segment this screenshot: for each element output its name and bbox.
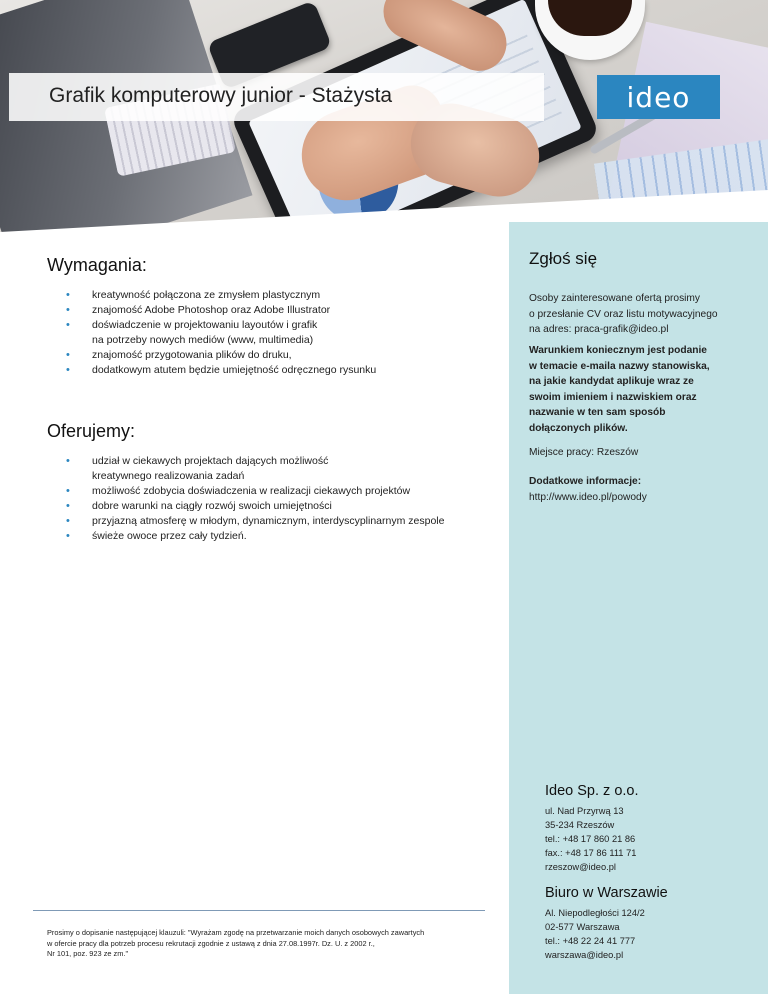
clause-line: Nr 101, poz. 923 ze zm."	[47, 949, 129, 958]
list-item-text: kreatywnego realizowania zadań	[92, 470, 245, 482]
address-line: Al. Niepodległości 124/2	[545, 908, 645, 918]
offer-list	[66, 454, 444, 544]
apply-note-line: swoim imieniem i nazwiskiem oraz	[529, 391, 697, 403]
address-line: tel.: +48 17 860 21 86	[545, 834, 636, 844]
consent-clause	[47, 928, 487, 960]
list-item	[66, 318, 376, 348]
list-item-text: udział w ciekawych projektach dających możliwość	[92, 455, 329, 467]
address-line: rzeszow@ideo.pl	[545, 862, 616, 872]
bullet-icon: •	[66, 530, 70, 542]
bullet-icon: •	[66, 455, 70, 467]
address-line: 02-577 Warszawa	[545, 922, 620, 932]
list-item	[66, 484, 444, 499]
address-line: ul. Nad Przyrwą 13	[545, 806, 624, 816]
address-line: 35-234 Rzeszów	[545, 820, 615, 830]
bullet-icon: •	[66, 485, 70, 497]
divider	[33, 910, 485, 911]
apply-requirement-note	[529, 343, 759, 436]
office-address	[545, 804, 636, 874]
extra-info-label: Dodatkowe informacje:	[529, 476, 642, 487]
list-item-text: możliwość zdobycia doświadczenia w realizacji ciekawych projektów	[92, 485, 411, 497]
list-item-text: dobre warunki na ciągły rozwój swoich umiejętności	[92, 500, 332, 512]
list-item-text: świeże owoce przez cały tydzień.	[92, 530, 247, 542]
list-item-text: doświadczenie w projektowaniu layoutów i grafik	[92, 319, 318, 331]
bullet-icon: •	[66, 289, 70, 301]
apply-heading: Zgłoś się	[529, 249, 598, 268]
list-item	[66, 529, 444, 544]
logo-text: ideo	[626, 80, 691, 114]
apply-instructions	[529, 291, 759, 338]
list-item	[66, 499, 444, 514]
list-item-text: dodatkowym atutem będzie umiejętność odręcznego rysunku	[92, 364, 377, 376]
title-banner	[9, 73, 544, 121]
bullet-icon: •	[66, 349, 70, 361]
list-item-text: przyjazną atmosferę w młodym, dynamicznym, interdyscyplinarnym zespole	[92, 515, 445, 527]
bullet-icon: •	[66, 500, 70, 512]
contact-sidebar	[509, 222, 768, 994]
offer-heading: Oferujemy:	[47, 421, 136, 441]
apply-note-line: nazwanie w ten sam sposób	[529, 407, 666, 418]
apply-note-line: na jakie kandydat aplikuje wraz ze	[529, 376, 694, 387]
requirements-list	[66, 288, 376, 378]
list-item-text: znajomość przygotowania plików do druku,	[92, 349, 292, 361]
list-item	[66, 454, 444, 484]
job-title: Grafik komputerowy junior - Stażysta	[49, 84, 393, 107]
apply-line: o przesłanie CV oraz listu motywacyjnego	[529, 308, 718, 320]
office-name: Ideo Sp. z o.o.	[545, 783, 639, 799]
list-item	[66, 288, 376, 303]
bullet-icon: •	[66, 364, 70, 376]
address-line: tel.: +48 22 24 41 777	[545, 936, 636, 946]
bullet-icon: •	[66, 304, 70, 316]
list-item	[66, 514, 444, 529]
apply-note-line: Warunkiem koniecznym jest podanie	[529, 345, 707, 356]
apply-line: na adres: praca-grafik@ideo.pl	[529, 324, 669, 335]
office-name: Biuro w Warszawie	[545, 885, 668, 901]
bullet-icon: •	[66, 515, 70, 527]
requirements-heading: Wymagania:	[47, 255, 147, 275]
clause-line: Prosimy o dopisanie następującej klauzuli: "Wyrażam zgodę na przetwarzanie moich danych osobowych zawartych	[47, 928, 425, 937]
address-line: fax.: +48 17 86 111 71	[545, 848, 637, 858]
apply-note-line: w temacie e-maila nazwy stanowiska,	[529, 360, 710, 372]
office-address	[545, 906, 645, 962]
list-item-text: kreatywność połączona ze zmysłem plastycznym	[92, 289, 321, 301]
apply-line: Osoby zainteresowane ofertą prosimy	[529, 293, 701, 304]
list-item-text: na potrzeby nowych mediów (www, multimedia)	[92, 334, 314, 346]
address-line: warszawa@ideo.pl	[545, 950, 624, 960]
extra-info-link[interactable]: http://www.ideo.pl/powody	[529, 492, 647, 503]
list-item	[66, 363, 376, 378]
list-item	[66, 303, 376, 318]
bullet-icon: •	[66, 319, 70, 331]
apply-note-line: dołączonych plików.	[529, 422, 628, 434]
work-location: Miejsce pracy: Rzeszów	[529, 447, 639, 458]
list-item	[66, 348, 376, 363]
clause-line: w ofercie pracy dla potrzeb procesu rekrutacji zgodnie z ustawą z dnia 27.08.1997r. Dz. U. z 2002 r.,	[47, 938, 375, 948]
list-item-text: znajomość Adobe Photoshop oraz Adobe Illustrator	[92, 304, 331, 316]
ideo-logo	[597, 75, 720, 119]
